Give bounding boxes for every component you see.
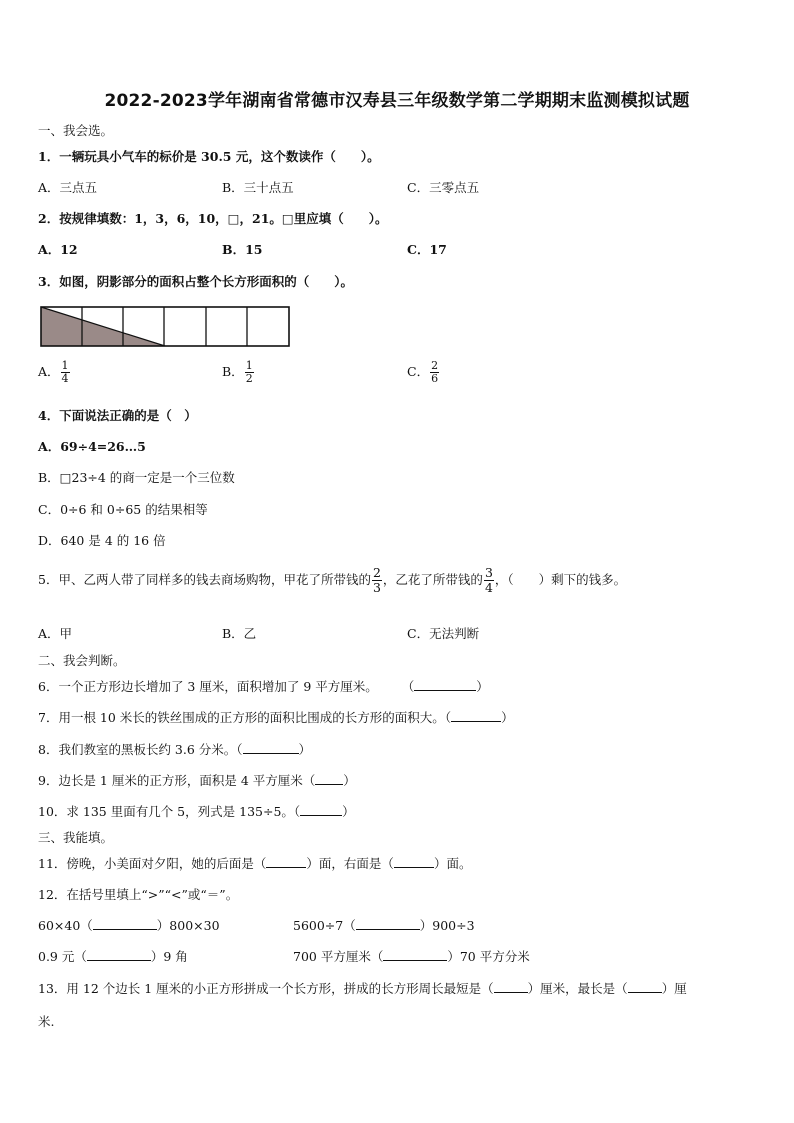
question-text: 5．甲、乙两人带了同样多的钱去商场购物，甲花了所带钱的 xyxy=(38,572,371,587)
question-3: 3．如图，阴影部分的面积占整个长方形面积的（ ）。 xyxy=(38,274,353,289)
fraction: $\frac{3}{4}$ xyxy=(484,565,493,595)
question-7: 7．用一根 10 米长的铁丝围成的正方形的面积比围成的长方形的面积大。（ ） xyxy=(38,710,514,725)
answer-blank[interactable] xyxy=(451,710,501,722)
q12-item: 0.9 元（ ）9 角 xyxy=(38,949,188,964)
q2-option-b: B．15 xyxy=(222,242,263,257)
question-5 xyxy=(38,566,626,595)
answer-blank[interactable] xyxy=(93,918,157,930)
section-heading: 二、我会判断。 xyxy=(38,653,126,668)
answer-blank[interactable] xyxy=(628,981,662,993)
answer-blank[interactable] xyxy=(300,804,342,816)
option-label: A． xyxy=(38,364,60,379)
q1-option-c: C．三零点五 xyxy=(407,180,480,195)
q4-option-a: A．69÷4=26…5 xyxy=(38,439,146,454)
answer-blank[interactable] xyxy=(356,918,420,930)
q12-item: 700 平方厘米（ ）70 平方分米 xyxy=(293,949,530,964)
fraction: $\frac{1}{2}$ xyxy=(245,359,253,385)
option-label: B． xyxy=(222,364,244,379)
question-13-continued: 米. xyxy=(38,1014,55,1029)
section-heading: 三、我能填。 xyxy=(38,830,114,845)
question-9: 9．边长是 1 厘米的正方形，面积是 4 平方厘米（ ） xyxy=(38,773,356,788)
answer-blank[interactable] xyxy=(266,856,306,868)
fraction: $\frac{1}{4}$ xyxy=(61,359,69,385)
answer-blank[interactable] xyxy=(494,981,528,993)
section-heading: 一、我会选。 xyxy=(38,123,114,138)
rectangle-figure xyxy=(40,306,292,348)
fraction: $\frac{2}{6}$ xyxy=(431,359,439,385)
question-6: 6．一个正方形边长增加了 3 厘米，面积增加了 9 平方厘米。 （ ） xyxy=(38,679,489,694)
q4-option-d: D．640 是 4 的 16 倍 xyxy=(38,533,166,548)
q1-option-b: B．三十点五 xyxy=(222,180,294,195)
q5-option-b: B．乙 xyxy=(222,626,257,641)
question-13: 13．用 12 个边长 1 厘米的小正方形拼成一个长方形，拼成的长方形周长最短是（ ）厘米，最长是（ ）厘 xyxy=(38,981,687,996)
question-12: 12．在括号里填上“>”“<”或“＝”。 xyxy=(38,887,239,902)
answer-blank[interactable] xyxy=(394,856,434,868)
answer-blank[interactable] xyxy=(315,773,343,785)
fraction: $\frac{2}{3}$ xyxy=(372,565,381,595)
question-1: 1．一辆玩具小气车的标价是 30.5 元，这个数读作（ ）。 xyxy=(38,149,380,164)
question-8: 8．我们教室的黑板长约 3.6 分米。（ ） xyxy=(38,742,312,757)
question-text: ，（ ）剩下的钱多。 xyxy=(494,572,627,587)
question-11: 11．傍晚，小美面对夕阳，她的后面是（ ）面，右面是（ ）面。 xyxy=(38,856,472,871)
question-text: ，乙花了所带钱的 xyxy=(382,572,483,587)
option-label: C． xyxy=(407,364,430,379)
q12-item: 5600÷7（ ）900÷3 xyxy=(293,918,475,933)
question-10: 10．求 135 里面有几个 5，列式是 135÷5。（ ） xyxy=(38,804,355,819)
q12-item: 60×40（ ）800×30 xyxy=(38,918,220,933)
q4-option-b: B．□23÷4 的商一定是一个三位数 xyxy=(38,470,235,485)
q2-option-c: C．17 xyxy=(407,242,447,257)
question-2: 2．按规律填数：1，3，6，10，□，21。□里应填（ ）。 xyxy=(38,211,388,226)
q5-option-c: C．无法判断 xyxy=(407,626,480,641)
q4-option-c: C．0÷6 和 0÷65 的结果相等 xyxy=(38,502,208,517)
answer-blank[interactable] xyxy=(243,742,299,754)
q1-option-a: A．三点五 xyxy=(38,180,98,195)
q3-option-a xyxy=(38,360,71,385)
question-4: 4．下面说法正确的是（ ） xyxy=(38,408,197,423)
q2-option-a: A．12 xyxy=(38,242,78,257)
q3-option-b xyxy=(222,360,255,385)
answer-blank[interactable] xyxy=(87,949,151,961)
q5-option-a: A．甲 xyxy=(38,626,73,641)
answer-blank[interactable] xyxy=(383,949,447,961)
answer-blank[interactable] xyxy=(414,679,476,691)
page-title: 2022-2023学年湖南省常德市汉寿县三年级数学第二学期期末监测模拟试题 xyxy=(104,91,690,111)
q3-option-c xyxy=(407,360,440,385)
